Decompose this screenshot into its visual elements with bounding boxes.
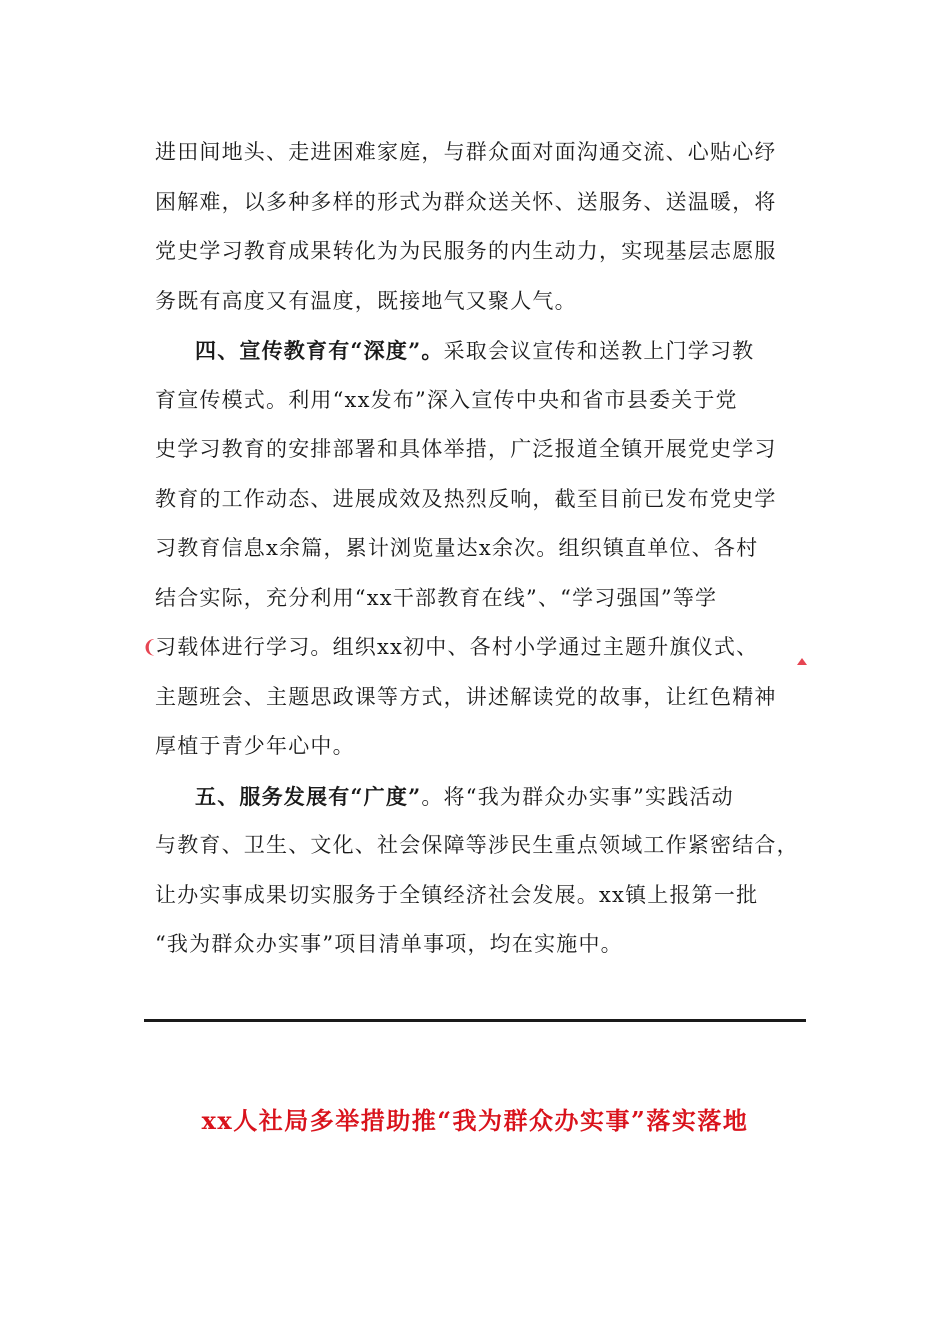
paragraph-line: 进田间地头、走进困难家庭，与群众面对面沟通交流、心贴心纾 xyxy=(155,140,777,164)
paragraph-line: “我为群众办实事”项目清单事项，均在实施中。 xyxy=(155,932,623,956)
paragraph-line: 务既有高度又有温度，既接地气又聚人气。 xyxy=(155,288,577,313)
paragraph-first-line xyxy=(155,326,800,376)
paragraph-text: 。将“我为群众办实事”实践活动 xyxy=(421,784,734,809)
section-heading-breadth: 五、服务发展有“广度” xyxy=(195,783,422,809)
comment-marker-icon: ❨ xyxy=(142,637,158,658)
paragraph-line: 结合实际，充分利用“xx干部教育在线”、“学习强国”等学 xyxy=(155,585,718,610)
next-article-title: xx人社局多举措助推“我为群众办实事”落实落地 xyxy=(201,1106,749,1135)
caret-marker-icon xyxy=(797,658,807,665)
paragraph-line: 习教育信息x余篇，累计浏览量达x余次。组织镇直单位、各村 xyxy=(155,536,759,560)
paragraph-line: 让办实事成果切实服务于全镇经济社会发展。xx镇上报第一批 xyxy=(155,882,759,907)
paragraph-line: 育宣传模式。利用“xx发布”深入宣传中央和省市县委关于党 xyxy=(155,387,738,412)
section-divider xyxy=(144,1019,806,1022)
paragraph-first-line xyxy=(155,772,800,822)
paragraph-line: 党史学习教育成果转化为为民服务的内生动力，实现基层志愿服 xyxy=(155,239,777,263)
paragraph-line: 主题班会、主题思政课等方式，讲述解读党的故事，让红色精神 xyxy=(155,684,777,709)
paragraph-line: 厚植于青少年心中。 xyxy=(155,734,355,758)
article-body xyxy=(155,128,800,970)
paragraph-line: 习载体进行学习。组织xx初中、各村小学通过主题升旗仪式、 xyxy=(155,635,759,659)
paragraph-line: 与教育、卫生、文化、社会保障等涉民生重点领域工作紧密结合， xyxy=(155,833,799,857)
section-heading-depth: 四、宣传教育有“深度”。 xyxy=(195,338,444,363)
paragraph-text: 采取会议宣传和送教上门学习教 xyxy=(443,339,755,363)
paragraph-line: 教育的工作动态、进展成效及热烈反响，截至目前已发布党史学 xyxy=(155,486,777,511)
paragraph-line: 困解难，以多种多样的形式为群众送关怀、送服务、送温暖，将 xyxy=(155,189,777,214)
paragraph-line: 史学习教育的安排部署和具体举措，广泛报道全镇开展党史学习 xyxy=(155,437,777,461)
